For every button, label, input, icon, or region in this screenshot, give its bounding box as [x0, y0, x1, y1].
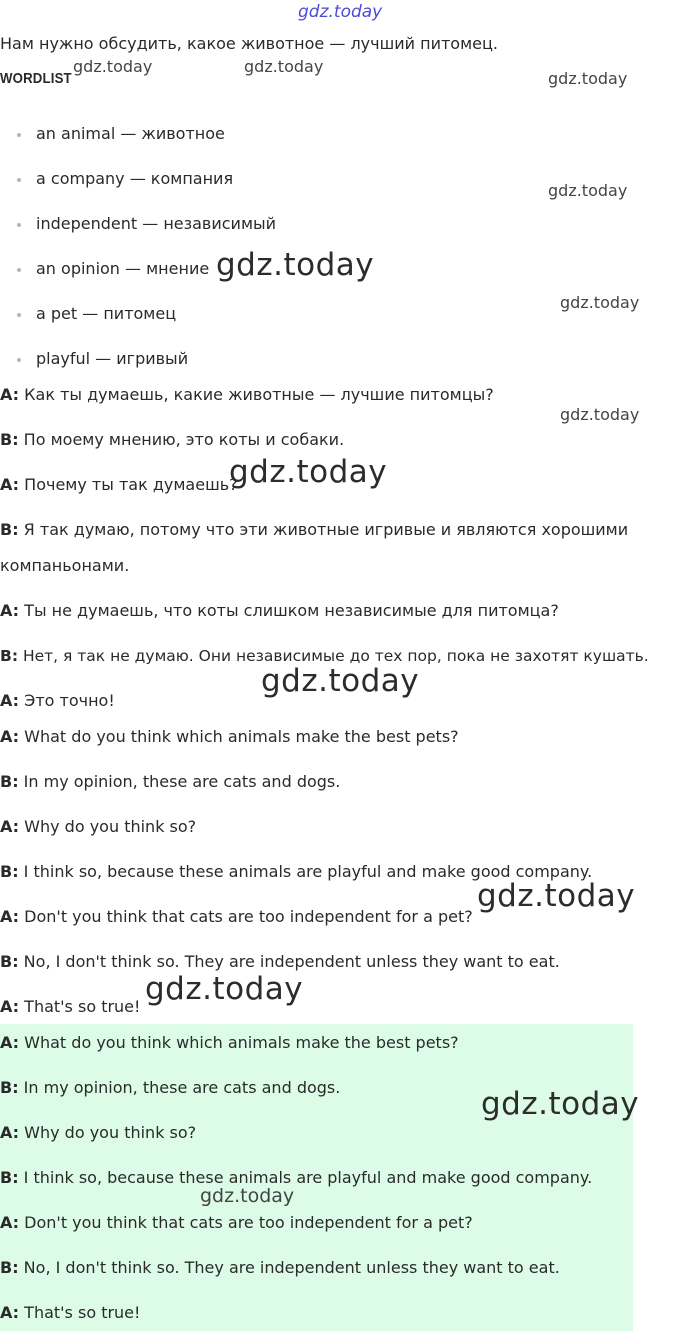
dialog-text: Это точно! — [19, 691, 115, 710]
watermark: gdz.today — [477, 878, 636, 914]
wordlist-heading: WORDLIST — [0, 70, 72, 87]
dialog-line — [0, 1213, 473, 1233]
bullet-icon — [17, 313, 21, 317]
wordlist-item-text: an animal — животное — [36, 124, 225, 143]
dialog-line — [0, 997, 140, 1017]
dialog-text: I think so, because these animals are playful and make good company. — [18, 1168, 593, 1187]
dialog-text: What do you think which animals make the best pets? — [19, 1033, 459, 1052]
wordlist-item — [36, 169, 233, 189]
dialog-line — [0, 1123, 196, 1143]
dialog-text: What do you think which animals make the best pets? — [19, 727, 459, 746]
dialog-line — [0, 1078, 340, 1098]
wordlist-item-text: playful — игривый — [36, 349, 189, 368]
wordlist-item-text: an opinion — мнение — [36, 259, 210, 278]
speaker-label: A: — [0, 1303, 20, 1322]
bullet-icon — [17, 178, 21, 182]
watermark: gdz.today — [73, 57, 153, 76]
bullet-icon — [17, 223, 21, 227]
dialog-line — [0, 601, 559, 621]
dialog-line — [0, 1168, 592, 1188]
dialog-line — [0, 817, 196, 837]
speaker-label: A: — [0, 907, 20, 926]
dialog-text: In my opinion, these are cats and dogs. — [18, 1078, 341, 1097]
speaker-label: B: — [0, 647, 19, 665]
dialog-text: Почему ты так думаешь? — [19, 475, 238, 494]
dialog-text: No, I don't think so. They are independent unless they want to eat. — [18, 1258, 560, 1277]
speaker-label: A: — [0, 601, 20, 620]
dialog-line — [0, 385, 494, 405]
wordlist-item — [36, 259, 209, 279]
watermark: gdz.today — [229, 454, 388, 490]
dialog-text: I think so, because these animals are playful and make good company. — [18, 862, 593, 881]
speaker-label: A: — [0, 385, 20, 404]
wordlist-item-text: independent — независимый — [36, 214, 277, 233]
dialog-line — [0, 430, 344, 450]
watermark: gdz.today — [560, 293, 640, 312]
watermark: gdz.today — [548, 69, 628, 88]
watermark: gdz.today — [244, 57, 324, 76]
dialog-text: компаньонами. — [0, 556, 130, 575]
dialog-line — [0, 907, 473, 927]
watermark: gdz.today — [261, 663, 420, 699]
dialog-line — [0, 520, 628, 540]
wordlist-item-text: a pet — питомец — [36, 304, 177, 323]
dialog-line — [0, 556, 129, 576]
dialog-text: Don't you think that cats are too independent for a pet? — [19, 1213, 473, 1232]
speaker-label: B: — [0, 520, 19, 539]
watermark: gdz.today — [548, 181, 628, 200]
speaker-label: A: — [0, 475, 20, 494]
dialog-line — [0, 727, 459, 747]
dialog-line — [0, 1258, 560, 1278]
dialog-text: Why do you think so? — [19, 1123, 197, 1142]
bullet-icon — [17, 268, 21, 272]
watermark: gdz.today — [560, 405, 640, 424]
header-watermark: gdz.today — [298, 2, 383, 22]
watermark: gdz.today — [216, 247, 375, 283]
speaker-label: A: — [0, 1033, 20, 1052]
watermark: gdz.today — [200, 1185, 295, 1207]
dialog-text: Don't you think that cats are too independent for a pet? — [19, 907, 473, 926]
dialog-text: Как ты думаешь, какие животные — лучшие питомцы? — [19, 385, 494, 404]
dialog-line — [0, 691, 115, 711]
dialog-text: That's so true! — [19, 1303, 141, 1322]
dialog-text: Ты не думаешь, что коты слишком независимые для питомца? — [19, 601, 559, 620]
wordlist-item-text: a company — компания — [36, 169, 234, 188]
speaker-label: A: — [0, 817, 20, 836]
speaker-label: A: — [0, 691, 20, 710]
speaker-label: B: — [0, 772, 19, 791]
dialog-line — [0, 1303, 140, 1323]
dialog-line — [0, 772, 340, 792]
dialog-line — [0, 475, 238, 495]
bullet-icon — [17, 133, 21, 137]
dialog-text: Why do you think so? — [19, 817, 197, 836]
speaker-label: A: — [0, 997, 20, 1016]
speaker-label: A: — [0, 1123, 20, 1142]
wordlist-item — [36, 304, 176, 324]
wordlist-item — [36, 124, 225, 144]
wordlist-item — [36, 349, 188, 369]
intro-text: Нам нужно обсудить, какое животное — лучший питомец. — [0, 34, 498, 53]
wordlist-item — [36, 214, 276, 234]
bullet-icon — [17, 358, 21, 362]
speaker-label: A: — [0, 1213, 20, 1232]
speaker-label: B: — [0, 1078, 19, 1097]
dialog-text: In my opinion, these are cats and dogs. — [18, 772, 341, 791]
dialog-text: По моему мнению, это коты и собаки. — [18, 430, 345, 449]
dialog-text: Нет, я так не думаю. Они независимые до тех пор, пока не захотят кушать. — [18, 647, 649, 665]
speaker-label: B: — [0, 430, 19, 449]
dialog-line — [0, 1033, 459, 1053]
dialog-text: Я так думаю, потому что эти животные игривые и являются хорошими — [18, 520, 629, 539]
speaker-label: B: — [0, 952, 19, 971]
watermark: gdz.today — [145, 971, 304, 1007]
dialog-text: No, I don't think so. They are independent unless they want to eat. — [18, 952, 560, 971]
speaker-label: B: — [0, 1168, 19, 1187]
speaker-label: A: — [0, 727, 20, 746]
dialog-text: That's so true! — [19, 997, 141, 1016]
watermark: gdz.today — [481, 1086, 640, 1122]
dialog-line — [0, 952, 560, 972]
speaker-label: B: — [0, 862, 19, 881]
speaker-label: B: — [0, 1258, 19, 1277]
